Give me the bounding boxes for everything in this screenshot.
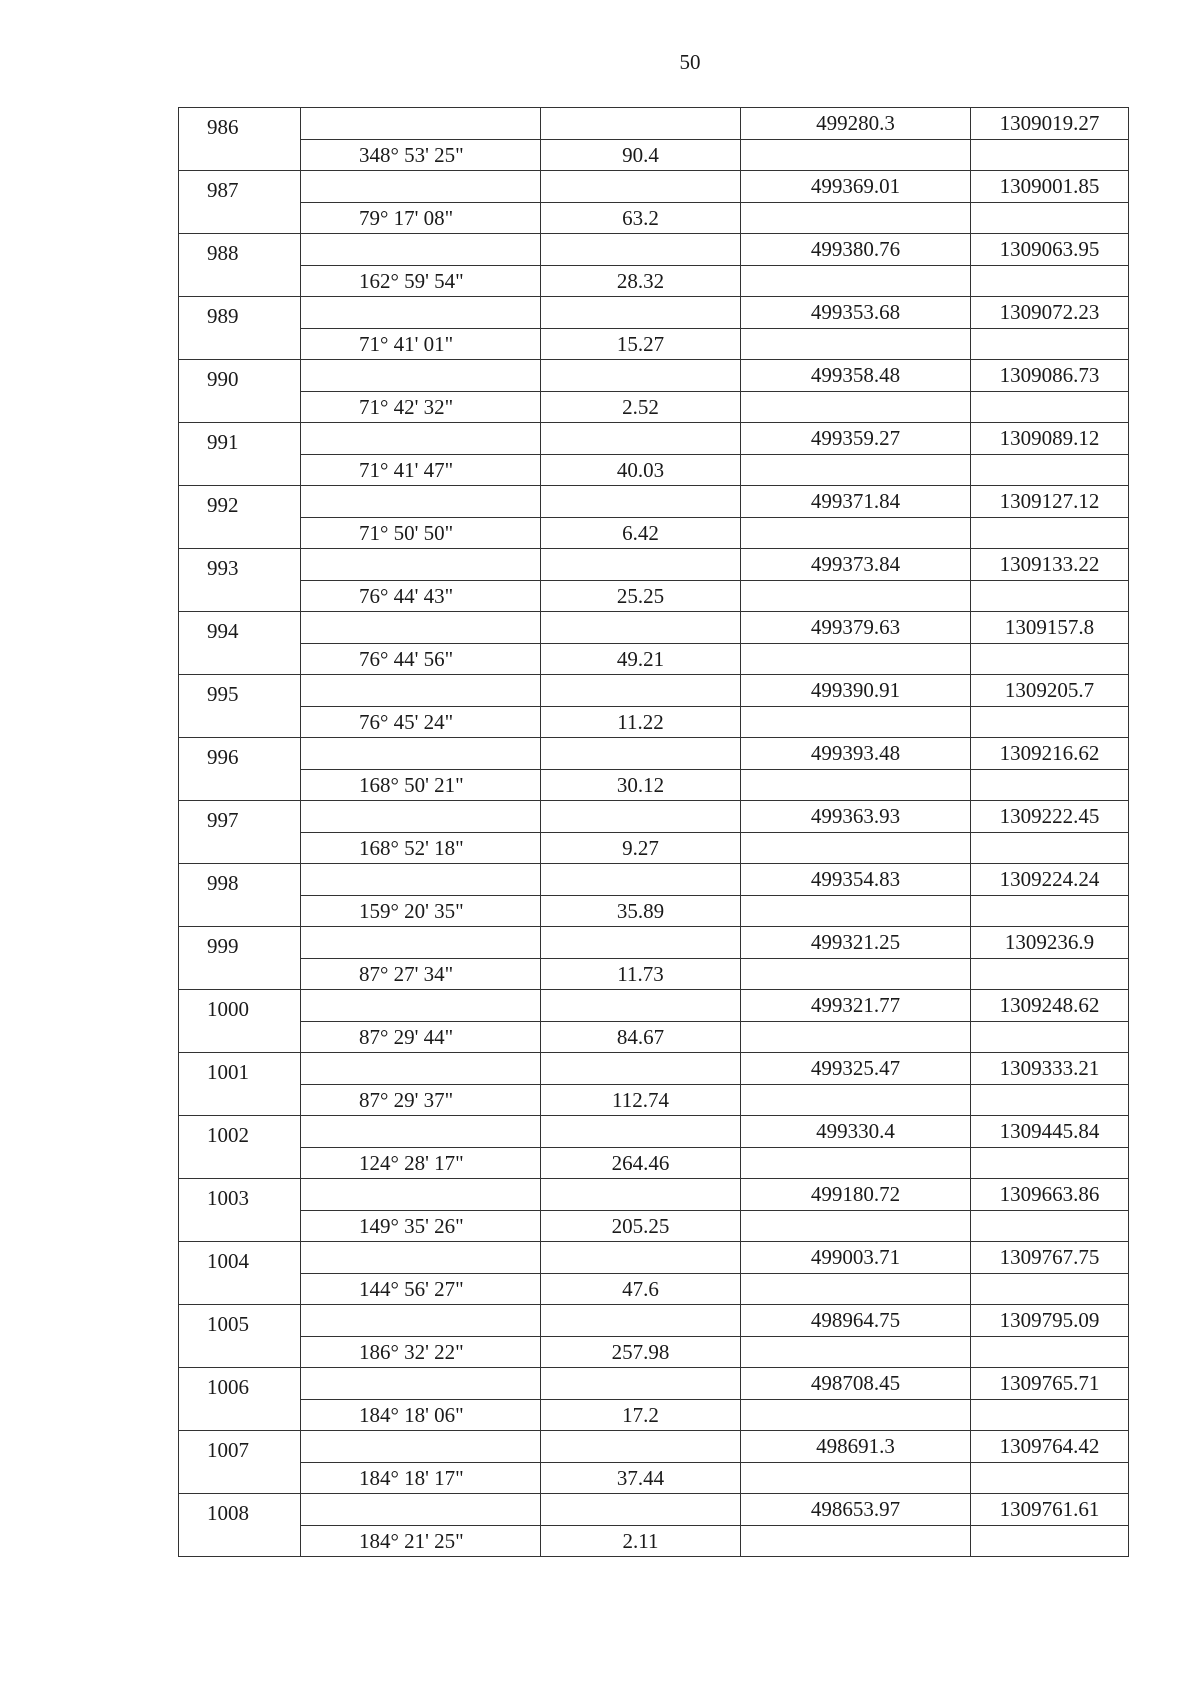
segment-distance: 264.46 <box>541 1147 741 1179</box>
table-row <box>179 486 1129 518</box>
empty-cell <box>541 1053 741 1085</box>
empty-cell <box>541 423 741 455</box>
table-row <box>179 1210 1129 1242</box>
table-row <box>179 1179 1129 1211</box>
table-row <box>179 1525 1129 1557</box>
empty-cell <box>971 1210 1129 1242</box>
empty-cell <box>541 297 741 329</box>
empty-cell <box>541 1494 741 1526</box>
table-row <box>179 234 1129 266</box>
segment-distance: 2.52 <box>541 391 741 423</box>
table-row <box>179 139 1129 171</box>
empty-cell <box>541 1179 741 1211</box>
table-row <box>179 990 1129 1022</box>
coordinate-x: 499321.77 <box>741 990 971 1022</box>
table-row <box>179 391 1129 423</box>
coordinate-y: 1309236.9 <box>971 927 1129 959</box>
table-row <box>179 643 1129 675</box>
empty-cell <box>541 927 741 959</box>
empty-cell <box>741 1210 971 1242</box>
empty-cell <box>301 234 541 266</box>
table-row <box>179 202 1129 234</box>
table-row <box>179 675 1129 707</box>
coordinate-y: 1309333.21 <box>971 1053 1129 1085</box>
empty-cell <box>971 265 1129 297</box>
empty-cell <box>741 706 971 738</box>
empty-cell <box>301 549 541 581</box>
point-id: 1005 <box>179 1305 301 1368</box>
table-row <box>179 1147 1129 1179</box>
empty-cell <box>301 675 541 707</box>
coordinate-y: 1309761.61 <box>971 1494 1129 1526</box>
empty-cell <box>741 391 971 423</box>
coordinate-y: 1309133.22 <box>971 549 1129 581</box>
empty-cell <box>301 423 541 455</box>
segment-distance: 6.42 <box>541 517 741 549</box>
coordinate-x: 498691.3 <box>741 1431 971 1463</box>
segment-distance: 11.22 <box>541 706 741 738</box>
empty-cell <box>971 895 1129 927</box>
empty-cell <box>301 927 541 959</box>
empty-cell <box>971 328 1129 360</box>
table-row <box>179 1494 1129 1526</box>
point-id: 1004 <box>179 1242 301 1305</box>
empty-cell <box>541 1242 741 1274</box>
table-row <box>179 1084 1129 1116</box>
segment-bearing: 71° 50' 50" <box>301 517 541 549</box>
empty-cell <box>301 1494 541 1526</box>
table-row <box>179 454 1129 486</box>
segment-bearing: 162° 59' 54" <box>301 265 541 297</box>
point-id: 988 <box>179 234 301 297</box>
coordinate-x: 499369.01 <box>741 171 971 203</box>
point-id: 1003 <box>179 1179 301 1242</box>
table-row <box>179 1053 1129 1085</box>
empty-cell <box>971 202 1129 234</box>
survey-table-body <box>179 108 1129 1557</box>
empty-cell <box>301 1305 541 1337</box>
coordinate-x: 499321.25 <box>741 927 971 959</box>
segment-distance: 40.03 <box>541 454 741 486</box>
table-row <box>179 1462 1129 1494</box>
coordinate-x: 499380.76 <box>741 234 971 266</box>
segment-distance: 84.67 <box>541 1021 741 1053</box>
coordinate-x: 499280.3 <box>741 108 971 140</box>
empty-cell <box>971 1525 1129 1557</box>
table-row <box>179 1399 1129 1431</box>
segment-distance: 17.2 <box>541 1399 741 1431</box>
empty-cell <box>741 1336 971 1368</box>
segment-distance: 49.21 <box>541 643 741 675</box>
coordinate-y: 1309445.84 <box>971 1116 1129 1148</box>
empty-cell <box>741 1525 971 1557</box>
empty-cell <box>741 454 971 486</box>
segment-bearing: 184° 21' 25" <box>301 1525 541 1557</box>
segment-bearing: 159° 20' 35" <box>301 895 541 927</box>
empty-cell <box>741 1273 971 1305</box>
empty-cell <box>971 1273 1129 1305</box>
coordinate-x: 499373.84 <box>741 549 971 581</box>
table-row <box>179 517 1129 549</box>
segment-distance: 257.98 <box>541 1336 741 1368</box>
empty-cell <box>301 1368 541 1400</box>
point-id: 997 <box>179 801 301 864</box>
segment-distance: 90.4 <box>541 139 741 171</box>
empty-cell <box>971 139 1129 171</box>
point-id: 999 <box>179 927 301 990</box>
empty-cell <box>301 1179 541 1211</box>
segment-bearing: 71° 42' 32" <box>301 391 541 423</box>
table-row <box>179 360 1129 392</box>
segment-bearing: 144° 56' 27" <box>301 1273 541 1305</box>
coordinate-y: 1309072.23 <box>971 297 1129 329</box>
empty-cell <box>741 832 971 864</box>
empty-cell <box>541 801 741 833</box>
segment-distance: 15.27 <box>541 328 741 360</box>
coordinate-x: 499180.72 <box>741 1179 971 1211</box>
segment-bearing: 168° 52' 18" <box>301 832 541 864</box>
table-row <box>179 1116 1129 1148</box>
empty-cell <box>741 1084 971 1116</box>
empty-cell <box>971 769 1129 801</box>
segment-bearing: 184° 18' 06" <box>301 1399 541 1431</box>
segment-bearing: 76° 44' 43" <box>301 580 541 612</box>
coordinate-x: 499363.93 <box>741 801 971 833</box>
table-row <box>179 1242 1129 1274</box>
empty-cell <box>301 1242 541 1274</box>
table-row <box>179 958 1129 990</box>
point-id: 996 <box>179 738 301 801</box>
empty-cell <box>541 675 741 707</box>
empty-cell <box>971 517 1129 549</box>
point-id: 993 <box>179 549 301 612</box>
table-row <box>179 895 1129 927</box>
table-row <box>179 1368 1129 1400</box>
empty-cell <box>301 1116 541 1148</box>
table-row <box>179 927 1129 959</box>
empty-cell <box>741 517 971 549</box>
point-id: 1000 <box>179 990 301 1053</box>
segment-distance: 28.32 <box>541 265 741 297</box>
coordinate-x: 498653.97 <box>741 1494 971 1526</box>
empty-cell <box>541 360 741 392</box>
coordinate-x: 499330.4 <box>741 1116 971 1148</box>
empty-cell <box>541 549 741 581</box>
coordinate-y: 1309089.12 <box>971 423 1129 455</box>
empty-cell <box>541 990 741 1022</box>
table-row <box>179 1273 1129 1305</box>
empty-cell <box>741 895 971 927</box>
coordinate-y: 1309127.12 <box>971 486 1129 518</box>
empty-cell <box>741 1147 971 1179</box>
empty-cell <box>541 1116 741 1148</box>
table-row <box>179 612 1129 644</box>
segment-distance: 63.2 <box>541 202 741 234</box>
coordinate-y: 1309663.86 <box>971 1179 1129 1211</box>
point-id: 991 <box>179 423 301 486</box>
table-row <box>179 864 1129 896</box>
coordinate-x: 499003.71 <box>741 1242 971 1274</box>
empty-cell <box>541 612 741 644</box>
segment-bearing: 87° 27' 34" <box>301 958 541 990</box>
coordinate-y: 1309764.42 <box>971 1431 1129 1463</box>
empty-cell <box>741 1399 971 1431</box>
empty-cell <box>301 612 541 644</box>
survey-coordinate-table <box>178 107 1129 1557</box>
empty-cell <box>541 234 741 266</box>
table-row <box>179 108 1129 140</box>
segment-bearing: 87° 29' 44" <box>301 1021 541 1053</box>
empty-cell <box>971 1084 1129 1116</box>
table-row <box>179 328 1129 360</box>
point-id: 1008 <box>179 1494 301 1557</box>
empty-cell <box>301 360 541 392</box>
empty-cell <box>971 454 1129 486</box>
empty-cell <box>301 990 541 1022</box>
coordinate-x: 499354.83 <box>741 864 971 896</box>
coordinate-x: 498708.45 <box>741 1368 971 1400</box>
table-row <box>179 1305 1129 1337</box>
coordinate-x: 499359.27 <box>741 423 971 455</box>
coordinate-y: 1309795.09 <box>971 1305 1129 1337</box>
empty-cell <box>301 108 541 140</box>
empty-cell <box>301 1431 541 1463</box>
empty-cell <box>741 1462 971 1494</box>
empty-cell <box>971 580 1129 612</box>
coordinate-y: 1309205.7 <box>971 675 1129 707</box>
coordinate-y: 1309248.62 <box>971 990 1129 1022</box>
coordinate-y: 1309157.8 <box>971 612 1129 644</box>
coordinate-y: 1309224.24 <box>971 864 1129 896</box>
segment-distance: 37.44 <box>541 1462 741 1494</box>
table-row <box>179 832 1129 864</box>
empty-cell <box>741 139 971 171</box>
empty-cell <box>301 1053 541 1085</box>
coordinate-x: 499393.48 <box>741 738 971 770</box>
table-row <box>179 1431 1129 1463</box>
segment-distance: 205.25 <box>541 1210 741 1242</box>
segment-distance: 35.89 <box>541 895 741 927</box>
segment-bearing: 124° 28' 17" <box>301 1147 541 1179</box>
coordinate-y: 1309086.73 <box>971 360 1129 392</box>
empty-cell <box>741 328 971 360</box>
empty-cell <box>541 486 741 518</box>
empty-cell <box>541 108 741 140</box>
empty-cell <box>301 171 541 203</box>
empty-cell <box>971 643 1129 675</box>
segment-distance: 25.25 <box>541 580 741 612</box>
segment-distance: 47.6 <box>541 1273 741 1305</box>
coordinate-x: 499379.63 <box>741 612 971 644</box>
coordinate-y: 1309001.85 <box>971 171 1129 203</box>
segment-bearing: 149° 35' 26" <box>301 1210 541 1242</box>
segment-distance: 9.27 <box>541 832 741 864</box>
coordinate-y: 1309765.71 <box>971 1368 1129 1400</box>
empty-cell <box>971 706 1129 738</box>
coordinate-x: 499358.48 <box>741 360 971 392</box>
point-id: 992 <box>179 486 301 549</box>
empty-cell <box>741 958 971 990</box>
coordinate-y: 1309019.27 <box>971 108 1129 140</box>
segment-bearing: 79° 17' 08" <box>301 202 541 234</box>
table-row <box>179 265 1129 297</box>
point-id: 987 <box>179 171 301 234</box>
table-row <box>179 171 1129 203</box>
table-row <box>179 580 1129 612</box>
empty-cell <box>741 769 971 801</box>
coordinate-y: 1309063.95 <box>971 234 1129 266</box>
empty-cell <box>541 171 741 203</box>
segment-distance: 30.12 <box>541 769 741 801</box>
point-id: 994 <box>179 612 301 675</box>
point-id: 1007 <box>179 1431 301 1494</box>
empty-cell <box>971 391 1129 423</box>
empty-cell <box>541 864 741 896</box>
empty-cell <box>541 738 741 770</box>
point-id: 990 <box>179 360 301 423</box>
point-id: 1006 <box>179 1368 301 1431</box>
point-id: 995 <box>179 675 301 738</box>
empty-cell <box>971 1462 1129 1494</box>
table-row <box>179 549 1129 581</box>
point-id: 1002 <box>179 1116 301 1179</box>
table-row <box>179 1021 1129 1053</box>
empty-cell <box>741 202 971 234</box>
segment-bearing: 168° 50' 21" <box>301 769 541 801</box>
table-row <box>179 769 1129 801</box>
coordinate-x: 499371.84 <box>741 486 971 518</box>
segment-distance: 11.73 <box>541 958 741 990</box>
empty-cell <box>741 1021 971 1053</box>
empty-cell <box>971 1147 1129 1179</box>
segment-bearing: 76° 45' 24" <box>301 706 541 738</box>
empty-cell <box>301 801 541 833</box>
segment-bearing: 71° 41' 01" <box>301 328 541 360</box>
page-number: 50 <box>679 50 701 74</box>
segment-bearing: 348° 53' 25" <box>301 139 541 171</box>
point-id: 1001 <box>179 1053 301 1116</box>
empty-cell <box>971 1021 1129 1053</box>
table-row <box>179 297 1129 329</box>
table-row <box>179 423 1129 455</box>
empty-cell <box>541 1431 741 1463</box>
empty-cell <box>301 486 541 518</box>
table-row <box>179 1336 1129 1368</box>
point-id: 998 <box>179 864 301 927</box>
coordinate-y: 1309216.62 <box>971 738 1129 770</box>
empty-cell <box>741 643 971 675</box>
empty-cell <box>741 580 971 612</box>
empty-cell <box>301 297 541 329</box>
empty-cell <box>971 1399 1129 1431</box>
empty-cell <box>741 265 971 297</box>
segment-bearing: 76° 44' 56" <box>301 643 541 675</box>
coordinate-x: 499325.47 <box>741 1053 971 1085</box>
point-id: 989 <box>179 297 301 360</box>
coordinate-y: 1309767.75 <box>971 1242 1129 1274</box>
coordinate-y: 1309222.45 <box>971 801 1129 833</box>
table-row <box>179 738 1129 770</box>
coordinate-x: 499390.91 <box>741 675 971 707</box>
empty-cell <box>301 864 541 896</box>
segment-bearing: 87° 29' 37" <box>301 1084 541 1116</box>
coordinate-x: 499353.68 <box>741 297 971 329</box>
table-row <box>179 706 1129 738</box>
empty-cell <box>541 1368 741 1400</box>
empty-cell <box>541 1305 741 1337</box>
segment-bearing: 71° 41' 47" <box>301 454 541 486</box>
table-row <box>179 801 1129 833</box>
segment-bearing: 186° 32' 22" <box>301 1336 541 1368</box>
segment-distance: 112.74 <box>541 1084 741 1116</box>
empty-cell <box>971 1336 1129 1368</box>
empty-cell <box>301 738 541 770</box>
segment-distance: 2.11 <box>541 1525 741 1557</box>
segment-bearing: 184° 18' 17" <box>301 1462 541 1494</box>
coordinate-x: 498964.75 <box>741 1305 971 1337</box>
empty-cell <box>971 832 1129 864</box>
point-id: 986 <box>179 108 301 171</box>
empty-cell <box>971 958 1129 990</box>
